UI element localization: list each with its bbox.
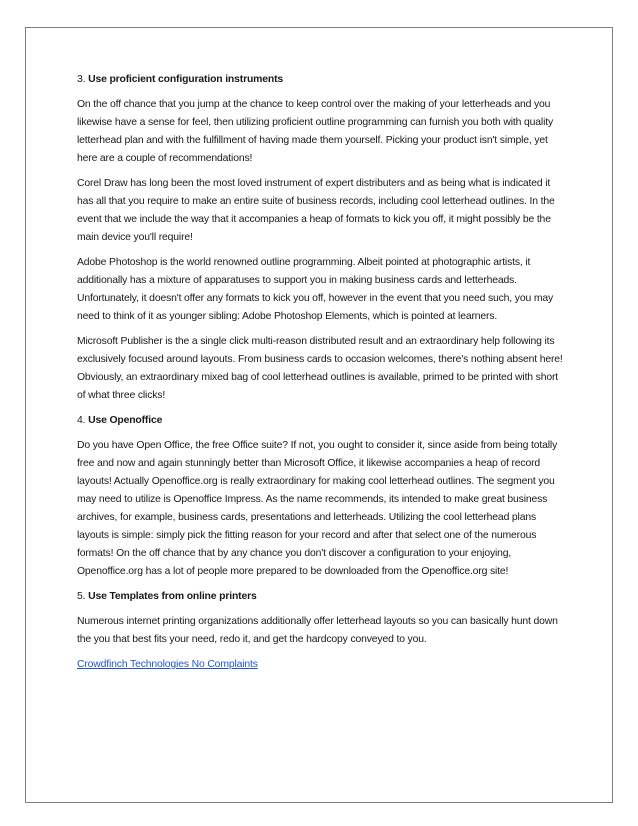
section-title: Use Templates from online printers bbox=[88, 591, 257, 602]
section-heading-5 bbox=[77, 588, 567, 606]
paragraph: Corel Draw has long been the most loved instrument of expert distributers and as being what is indicated it has all that you require to make an entire suite of business records, including cool letterhead outlines. In the event that we include the way that it accompanies a heap of formats to kick you off, it might possibly be the main device you'll require! bbox=[77, 178, 555, 243]
section-heading-4 bbox=[77, 412, 567, 430]
crowdfinch-link[interactable]: Crowdfinch Technologies No Complaints bbox=[77, 659, 258, 670]
paragraph: Do you have Open Office, the free Office suite? If not, you ought to consider it, since aside from being totally free and now and again stunningly better than Microsoft Office, it likewise accompanies a heap of record layouts! Actually Openoffice.org is really extraordinary for making cool letterhead outlines. The segment you may need to utilize is Openoffice Impress. As the name recommends, its intended to make great business archives, for example, business cards, presentations and letterheads. Utilizing the cool letterhead plans layouts is simple: simply pick the fitting reason for your record and after that select one of the numerous formats! On the off chance that by any chance you don't discover a configuration to your enjoying, Openoffice.org has a lot of people more prepared to be downloaded from the Openoffice.org site! bbox=[77, 440, 558, 577]
paragraph: Microsoft Publisher is the a single click multi-reason distributed result and an extraordinary help following its exclusively focused around layouts. From business cards to occasion welcomes, there's nothing absent here! Obviously, an extraordinary mixed bag of cool letterhead outlines is available, primed to be printed with short of what three clicks! bbox=[77, 336, 563, 401]
paragraph: Adobe Photoshop is the world renowned outline programming. Albeit pointed at photographic artists, it additionally has a mixture of apparatuses to support you in making business cards and letterheads. Unfortunately, it doesn't offer any formats to kick you off, however in the event that you need such, you may need to think of it as younger sibling: Adobe Photoshop Elements, which is pointed at learners. bbox=[77, 257, 553, 322]
document-body bbox=[77, 71, 567, 681]
paragraph: On the off chance that you jump at the chance to keep control over the making of your letterheads and you likewise have a sense for feel, then utilizing proficient outline programming can furnish you both with quality letterhead plan and with the fulfillment of having made them yourself. Picking your product isn't simple, yet here are a couple of recommendations! bbox=[77, 99, 554, 164]
section-number: 3. bbox=[77, 74, 89, 85]
paragraph: Numerous internet printing organizations additionally offer letterhead layouts so you can basically hunt down the you that best fits your need, redo it, and get the hardcopy conveyed to you. bbox=[77, 616, 558, 645]
section-title: Use Openoffice bbox=[88, 415, 163, 426]
section-title: Use proficient configuration instruments bbox=[88, 74, 284, 85]
section-number: 4. bbox=[77, 415, 89, 426]
section-heading-3 bbox=[77, 71, 567, 89]
section-number: 5. bbox=[77, 591, 89, 602]
